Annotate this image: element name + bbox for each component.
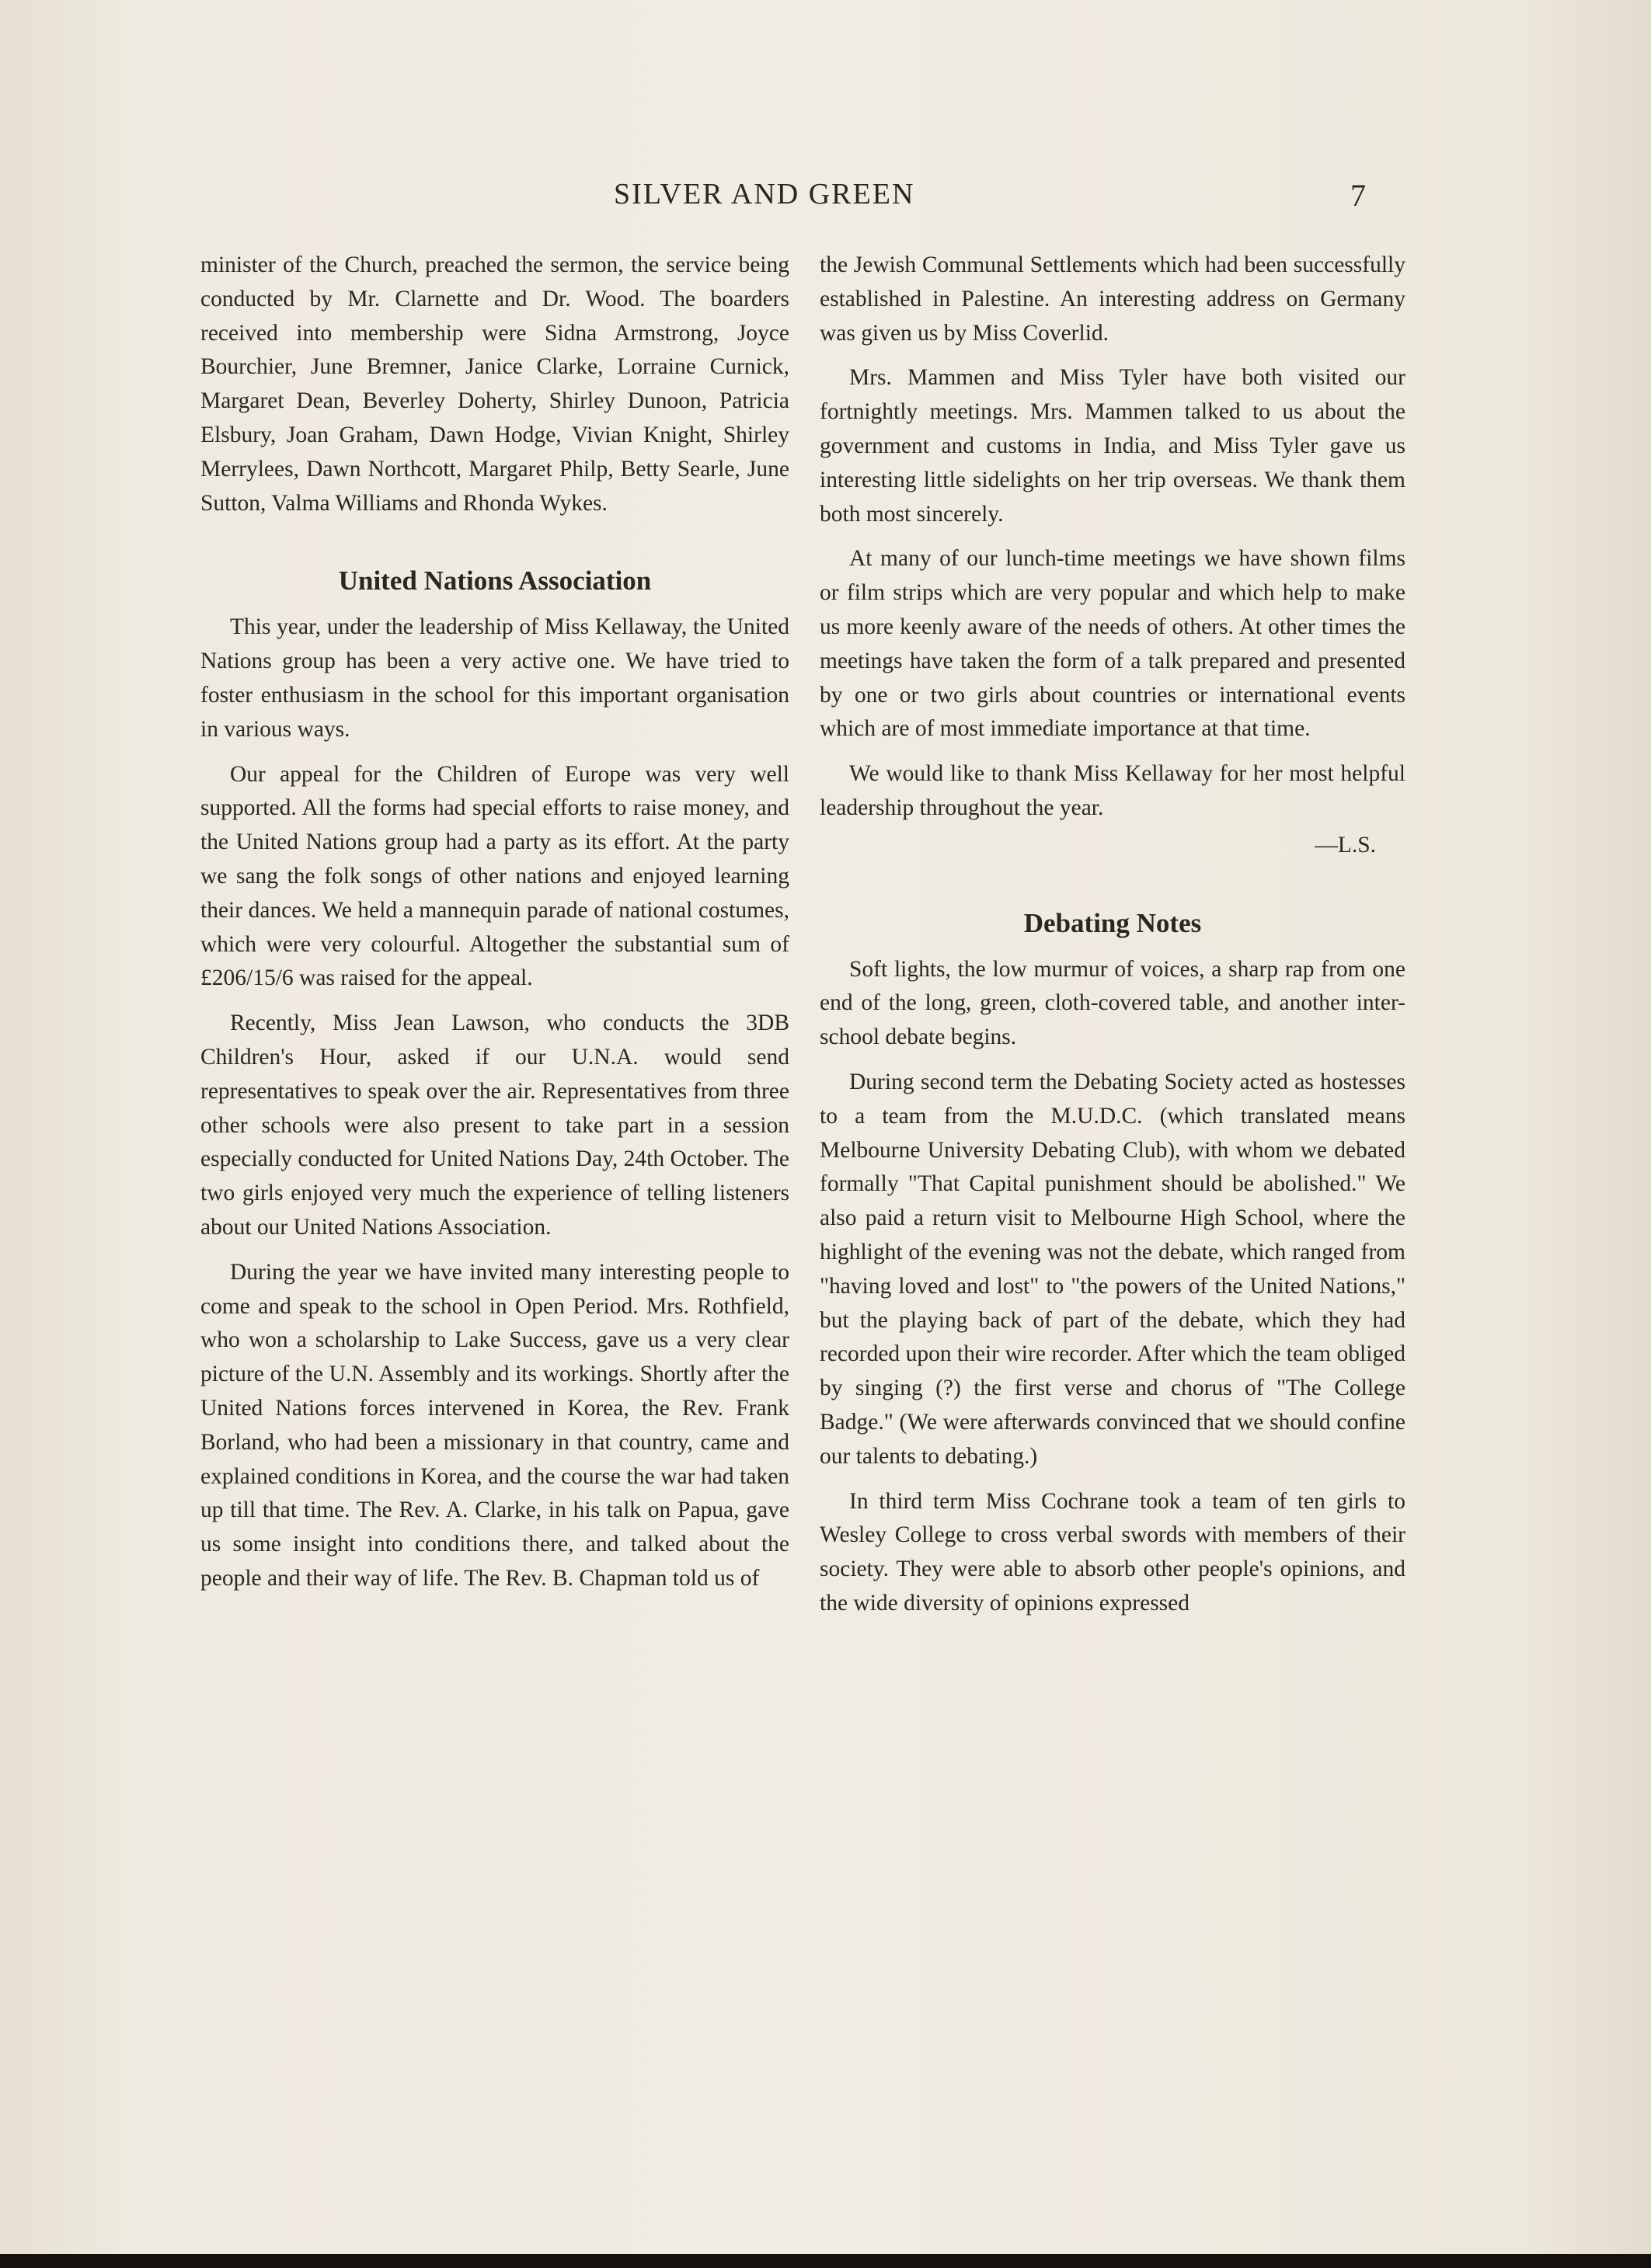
una-paragraph-3: Recently, Miss Jean Lawson, who conducts the 3DB Children's Hour, asked if our U.N.A. would send representatives to speak over the air. Representatives from three other schools were also present to take part in a session especially conducted for United Nations Day, 24th October. The two girls enjoyed very much the experience of telling listeners about our United Nations Association.: [200, 1011, 789, 1240]
una-paragraph-4-continued: the Jewish Communal Settlements which had been successfully established in Palestine. An interesting address on Germany was given us by Miss Coverlid.: [820, 252, 1405, 346]
una-paragraph-6: At many of our lunch-time meetings we have shown films or film strips which are very popular and which help to make us more keenly aware of the needs of others. At other times the meetings have taken the form of a talk prepared and presented by one or two girls about countries or international events which are of most immediate importance at that time.: [820, 546, 1405, 742]
running-header-title: SILVER AND GREEN: [614, 178, 915, 210]
una-signature: —L.S.: [1315, 832, 1376, 857]
una-paragraph-2: Our appeal for the Children of Europe was very well supported. All the forms had special efforts to raise money, and the United Nations group had a party as its effort. At the party we sang the folk songs of other nations and enjoyed learning their dances. We held a mannequin parade of national costumes, which were very colourful. Altogether the substantial sum of £206/15/6 was raised for the appeal.: [200, 761, 789, 991]
debating-paragraph-2: During second term the Debating Society acted as hostesses to a team from the M.U.D.C. (which translated means Melbourne University Debating Club), with whom we debated formally "That Capital punishment should be abolished." We also paid a return visit to Melbourne High School, where the highlight of the evening was not the debate, which ranged from "having loved and lost" to "the powers of the United Nations," but the playing back of part of the debate, which they had recorded upon their wire recorder. After which the team obliged by singing (?) the first verse and chorus of "The College Badge." (We were afterwards convinced that we should confine our talents to debating.): [820, 1069, 1405, 1469]
section-heading-debating: Debating Notes: [1023, 907, 1202, 938]
left-column: [200, 249, 789, 1596]
debating-paragraph-1: Soft lights, the low murmur of voices, a sharp rap from one end of the long, green, cloth-covered table, and another inter-school debate begins.: [820, 956, 1405, 1050]
una-paragraph-7: We would like to thank Miss Kellaway for her most helpful leadership throughout the year.: [820, 761, 1405, 820]
una-paragraph-1: This year, under the leadership of Miss Kellaway, the United Nations group has been a very active one. We have tried to foster enthusiasm in the school for this important organisation in various ways.: [200, 614, 789, 742]
section-heading-united-nations: United Nations Association: [338, 565, 652, 597]
continued-paragraph: minister of the Church, preached the sermon, the service being conducted by Mr. Clarnette and Dr. Wood. The boarders received into membership were Sidna Armstrong, Joyce Bourchier, June Bremner, Janice Clarke, Lorraine Curnick, Margaret Dean, Beverley Doherty, Shirley Dunoon, Patricia Elsbury, Joan Graham, Dawn Hodge, Vivian Knight, Shirley Merrylees, Dawn Northcott, Margaret Philp, Betty Searle, June Sutton, Valma Williams and Rhonda Wykes.: [200, 252, 789, 516]
una-paragraph-4: During the year we have invited many interesting people to come and speak to the school in Open Period. Mrs. Rothfield, who won a scholarship to Lake Success, gave us a very clear picture of the U.N. Assembly and its workings. Shortly after the United Nations forces intervened in Korea, the Rev. Frank Borland, who had been a missionary in that country, came and explained conditions in Korea, and the course the war had taken up till that time. The Rev. A. Clarke, in his talk on Papua, gave us some insight into conditions there, and talked about the people and their way of life. The Rev. B. Chapman told us of: [200, 1259, 789, 1591]
debating-paragraph-3: In third term Miss Cochrane took a team of ten girls to Wesley College to cross verbal swords with members of their society. They were able to absorb other people's opinions, and the wide diversity of opinions expressed: [820, 1488, 1405, 1616]
una-paragraph-5: Mrs. Mammen and Miss Tyler have both visited our fortnightly meetings. Mrs. Mammen talked to us about the government and customs in India, and Miss Tyler gave us interesting little sidelights on her trip overseas. We thank them both most sincerely.: [820, 365, 1405, 527]
scan-bottom-edge: [0, 2254, 1651, 2268]
page-number: 7: [1350, 178, 1366, 213]
right-column: [820, 249, 1405, 1621]
